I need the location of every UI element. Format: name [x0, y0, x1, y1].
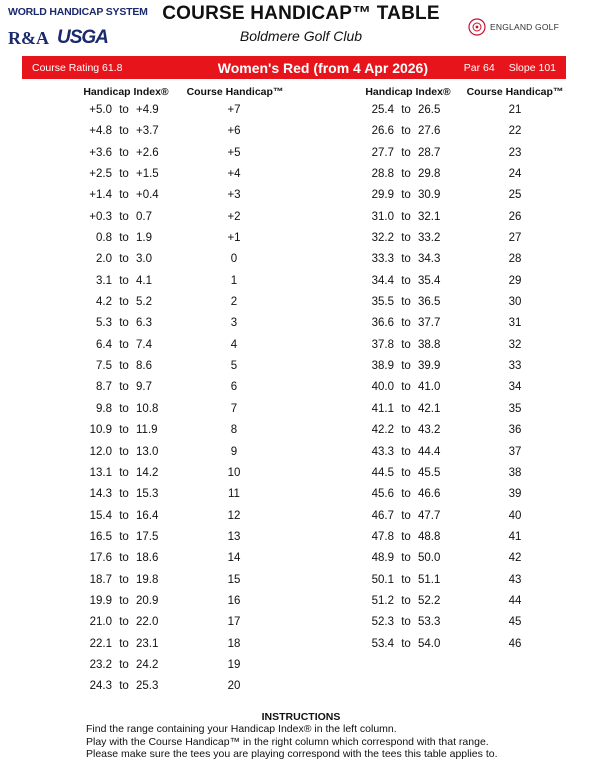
table-row: [0, 676, 300, 697]
index-low: 28.8: [371, 168, 394, 181]
range-separator: to: [401, 189, 411, 202]
table-row: [300, 377, 602, 398]
index-low: 51.2: [371, 594, 394, 607]
left-table: [0, 100, 300, 698]
course-handicap: +2: [227, 210, 241, 223]
table-row: [0, 249, 300, 270]
index-low: 34.4: [371, 274, 394, 287]
index-low: 9.8: [96, 402, 112, 415]
table-row: [300, 249, 602, 270]
table-row: [0, 506, 300, 527]
slope-value: Slope 101: [508, 61, 556, 74]
index-high: 41.0: [418, 381, 441, 394]
table-row: [300, 612, 602, 633]
table-row: [300, 506, 602, 527]
range-separator: to: [401, 424, 411, 437]
table-row: [0, 484, 300, 505]
course-handicap: 30: [508, 296, 522, 309]
index-high: 16.4: [136, 509, 159, 522]
range-separator: to: [119, 104, 129, 116]
index-low: 2.0: [96, 253, 112, 266]
range-separator: to: [119, 530, 129, 543]
table-row: [0, 655, 300, 676]
index-high: 24.2: [136, 658, 159, 671]
index-low: 21.0: [89, 616, 112, 629]
range-separator: to: [401, 552, 411, 565]
index-low: 7.5: [96, 360, 112, 373]
range-separator: to: [119, 552, 129, 565]
range-separator: to: [401, 488, 411, 501]
course-handicap: 10: [227, 466, 241, 479]
index-low: +2.5: [89, 168, 112, 181]
range-separator: to: [401, 637, 411, 650]
range-separator: to: [119, 253, 129, 266]
course-handicap: 8: [230, 424, 238, 437]
index-low: 25.4: [371, 104, 394, 116]
index-high: 27.6: [418, 125, 441, 138]
range-separator: to: [401, 616, 411, 629]
table-row: [300, 399, 602, 420]
instruction-line-2: Play with the Course Handicap™ in the right column which correspond with that range.: [86, 735, 489, 748]
index-low: 31.0: [371, 210, 394, 223]
table-row: [0, 420, 300, 441]
table-row: [300, 634, 602, 655]
index-high: 51.1: [418, 573, 441, 586]
index-low: 37.8: [371, 338, 394, 351]
range-separator: to: [401, 509, 411, 522]
index-low: 48.9: [371, 552, 394, 565]
course-handicap: 28: [508, 253, 522, 266]
table-row: [0, 442, 300, 463]
range-separator: to: [119, 658, 129, 671]
index-high: 54.0: [418, 637, 441, 650]
index-high: 45.5: [418, 466, 441, 479]
course-handicap: +5: [227, 146, 241, 159]
index-high: 30.9: [418, 189, 441, 202]
index-low: 23.2: [89, 658, 112, 671]
usga-logo: USGA: [57, 27, 108, 48]
range-separator: to: [119, 210, 129, 223]
index-low: 12.0: [89, 445, 112, 458]
index-low: 41.1: [371, 402, 394, 415]
table-row: [0, 527, 300, 548]
index-high: +0.4: [136, 189, 159, 202]
course-handicap: 29: [508, 274, 522, 287]
index-low: 27.7: [371, 146, 394, 159]
index-high: 26.5: [418, 104, 441, 116]
index-low: +1.4: [89, 189, 112, 202]
england-golf-text: ENGLAND GOLF: [490, 22, 559, 32]
index-high: 23.1: [136, 637, 159, 650]
table-row: [300, 185, 602, 206]
range-separator: to: [401, 338, 411, 351]
index-high: 47.7: [418, 509, 441, 522]
table-row: [300, 570, 602, 591]
range-separator: to: [401, 466, 411, 479]
range-separator: to: [401, 104, 411, 116]
range-separator: to: [401, 210, 411, 223]
table-row: [0, 164, 300, 185]
index-low: 26.6: [371, 125, 394, 138]
table-row: [0, 612, 300, 633]
index-low: 44.5: [371, 466, 394, 479]
course-handicap: 18: [227, 637, 241, 650]
course-handicap: 31: [508, 317, 522, 330]
index-low: 52.3: [371, 616, 394, 629]
index-low: 22.1: [89, 637, 112, 650]
range-separator: to: [401, 381, 411, 394]
index-high: 7.4: [136, 338, 152, 351]
index-low: +4.8: [89, 125, 112, 138]
range-separator: to: [119, 573, 129, 586]
range-separator: to: [401, 253, 411, 266]
course-handicap: 5: [230, 360, 238, 373]
index-low: 33.3: [371, 253, 394, 266]
course-handicap: 37: [508, 445, 522, 458]
index-low: 16.5: [89, 530, 112, 543]
index-low: 42.2: [371, 424, 394, 437]
tee-banner: [22, 56, 566, 79]
course-handicap: 2: [230, 296, 238, 309]
course-handicap: 25: [508, 189, 522, 202]
index-low: 18.7: [89, 573, 112, 586]
table-row: [300, 420, 602, 441]
index-high: 52.2: [418, 594, 441, 607]
course-handicap: 33: [508, 360, 522, 373]
course-handicap: 21: [508, 104, 522, 116]
table-row: [300, 442, 602, 463]
index-high: 25.3: [136, 680, 159, 693]
index-high: +4.9: [136, 104, 159, 116]
course-handicap: 36: [508, 424, 522, 437]
index-low: 8.7: [96, 381, 112, 394]
index-high: 18.6: [136, 552, 159, 565]
index-high: 10.8: [136, 402, 159, 415]
table-row: [300, 228, 602, 249]
index-low: 10.9: [89, 424, 112, 437]
table-row: [0, 463, 300, 484]
par-value: Par 64: [463, 61, 495, 74]
range-separator: to: [119, 402, 129, 415]
range-separator: to: [119, 189, 129, 202]
course-handicap: 16: [227, 594, 241, 607]
index-low: 35.5: [371, 296, 394, 309]
index-high: 3.0: [136, 253, 152, 266]
range-separator: to: [119, 637, 129, 650]
course-handicap: 41: [508, 530, 522, 543]
table-row: [300, 484, 602, 505]
course-handicap: +1: [227, 232, 241, 245]
range-separator: to: [401, 573, 411, 586]
index-low: 6.4: [96, 338, 112, 351]
course-handicap: 42: [508, 552, 522, 565]
index-low: 29.9: [371, 189, 394, 202]
index-low: 45.6: [371, 488, 394, 501]
page-title: COURSE HANDICAP™ TABLE: [162, 3, 440, 24]
left-course-header: Course Handicap™: [186, 86, 284, 98]
index-low: 38.9: [371, 360, 394, 373]
index-high: 42.1: [418, 402, 441, 415]
table-row: [0, 292, 300, 313]
club-name: Boldmere Golf Club: [239, 28, 363, 44]
index-high: 15.3: [136, 488, 159, 501]
index-high: 9.7: [136, 381, 152, 394]
range-separator: to: [401, 296, 411, 309]
range-separator: to: [401, 125, 411, 138]
index-high: 46.6: [418, 488, 441, 501]
course-handicap: 9: [230, 445, 238, 458]
index-low: +0.3: [89, 210, 112, 223]
course-handicap: +6: [227, 125, 241, 138]
course-handicap: 34: [508, 381, 522, 394]
index-high: 37.7: [418, 317, 441, 330]
table-row: [0, 143, 300, 164]
course-handicap: 46: [508, 637, 522, 650]
index-low: 47.8: [371, 530, 394, 543]
range-separator: to: [401, 146, 411, 159]
course-handicap: 23: [508, 146, 522, 159]
course-handicap: 11: [228, 488, 240, 501]
range-separator: to: [119, 466, 129, 479]
index-high: 11.9: [136, 424, 158, 437]
index-high: 6.3: [136, 317, 152, 330]
index-low: 0.8: [96, 232, 112, 245]
index-high: +2.6: [136, 146, 159, 159]
index-high: 4.1: [136, 274, 152, 287]
course-handicap: 32: [508, 338, 522, 351]
index-low: 50.1: [371, 573, 394, 586]
index-low: 13.1: [89, 466, 112, 479]
course-handicap: +7: [227, 104, 241, 116]
table-row: [300, 143, 602, 164]
index-high: 13.0: [136, 445, 159, 458]
range-separator: to: [401, 274, 411, 287]
range-separator: to: [119, 146, 129, 159]
table-row: [0, 548, 300, 569]
right-course-header: Course Handicap™: [466, 86, 564, 98]
range-separator: to: [119, 381, 129, 394]
table-row: [300, 335, 602, 356]
index-low: 19.9: [89, 594, 112, 607]
index-high: 17.5: [136, 530, 159, 543]
range-separator: to: [119, 296, 129, 309]
tee-name: Women's Red (from 4 Apr 2026): [217, 59, 429, 76]
right-index-header: Handicap Index®: [365, 86, 451, 98]
index-high: 53.3: [418, 616, 441, 629]
course-handicap: 7: [230, 402, 238, 415]
range-separator: to: [401, 402, 411, 415]
course-handicap: 19: [227, 658, 241, 671]
right-table: [300, 100, 602, 655]
table-row: [0, 634, 300, 655]
course-handicap: 45: [508, 616, 522, 629]
range-separator: to: [119, 274, 129, 287]
left-index-header: Handicap Index®: [83, 86, 169, 98]
range-separator: to: [401, 317, 411, 330]
index-low: 36.6: [371, 317, 394, 330]
range-separator: to: [119, 168, 129, 181]
table-row: [0, 591, 300, 612]
rna-logo: R&A: [8, 27, 49, 48]
index-low: 24.3: [89, 680, 112, 693]
table-row: [0, 185, 300, 206]
rose-icon: [468, 18, 486, 36]
index-high: 48.8: [418, 530, 441, 543]
table-row: [300, 164, 602, 185]
index-low: 53.4: [371, 637, 394, 650]
table-row: [0, 399, 300, 420]
range-separator: to: [119, 509, 129, 522]
course-handicap: 13: [227, 530, 241, 543]
index-low: 46.7: [371, 509, 394, 522]
index-high: 14.2: [136, 466, 159, 479]
index-high: 43.2: [418, 424, 441, 437]
course-handicap: 44: [508, 594, 522, 607]
index-low: 14.3: [89, 488, 112, 501]
instructions-title: INSTRUCTIONS: [261, 711, 341, 723]
course-handicap: 39: [508, 488, 522, 501]
index-low: 40.0: [371, 381, 394, 394]
index-high: 8.6: [136, 360, 152, 373]
course-handicap: 15: [227, 573, 241, 586]
instructions: [0, 711, 602, 761]
whs-logo-text: WORLD HANDICAP SYSTEM: [8, 6, 148, 18]
index-high: 44.4: [418, 445, 441, 458]
course-handicap: 38: [508, 466, 522, 479]
range-separator: to: [401, 530, 411, 543]
course-handicap: 26: [508, 210, 522, 223]
range-separator: to: [119, 424, 129, 437]
index-low: 43.3: [371, 445, 394, 458]
table-row: [0, 100, 300, 121]
table-row: [0, 207, 300, 228]
table-row: [0, 121, 300, 142]
table-row: [0, 377, 300, 398]
course-handicap: 40: [508, 509, 522, 522]
range-separator: to: [119, 680, 129, 693]
course-handicap: 1: [230, 274, 238, 287]
course-handicap: 24: [508, 168, 522, 181]
range-separator: to: [119, 317, 129, 330]
range-separator: to: [119, 445, 129, 458]
course-handicap: 4: [230, 338, 238, 351]
index-high: +1.5: [136, 168, 159, 181]
table-row: [300, 591, 602, 612]
index-low: 5.3: [96, 317, 112, 330]
range-separator: to: [119, 360, 129, 373]
course-handicap: 43: [508, 573, 522, 586]
course-handicap: 20: [227, 680, 241, 693]
course-handicap: 0: [230, 253, 238, 266]
index-high: 19.8: [136, 573, 159, 586]
table-row: [0, 271, 300, 292]
table-row: [0, 356, 300, 377]
index-high: 34.3: [418, 253, 441, 266]
index-high: 32.1: [418, 210, 441, 223]
course-handicap: 22: [508, 125, 522, 138]
index-high: 22.0: [136, 616, 159, 629]
index-high: 38.8: [418, 338, 441, 351]
range-separator: to: [119, 125, 129, 138]
index-low: 32.2: [371, 232, 394, 245]
index-high: 0.7: [136, 210, 152, 223]
table-row: [300, 121, 602, 142]
table-row: [300, 271, 602, 292]
range-separator: to: [119, 338, 129, 351]
instruction-line-1: Find the range containing your Handicap Index® in the left column.: [86, 723, 397, 735]
course-handicap: 27: [508, 232, 522, 245]
index-high: +3.7: [136, 125, 159, 138]
course-handicap: 14: [227, 552, 241, 565]
table-row: [300, 313, 602, 334]
course-handicap: 17: [227, 616, 241, 629]
index-high: 35.4: [418, 274, 441, 287]
course-handicap: +3: [227, 189, 241, 202]
range-separator: to: [119, 232, 129, 245]
range-separator: to: [119, 616, 129, 629]
range-separator: to: [401, 232, 411, 245]
index-low: 15.4: [89, 509, 112, 522]
table-row: [0, 335, 300, 356]
course-handicap: 12: [227, 509, 241, 522]
range-separator: to: [119, 488, 129, 501]
course-handicap: +4: [227, 168, 241, 181]
index-high: 29.8: [418, 168, 441, 181]
table-row: [0, 313, 300, 334]
index-low: 17.6: [89, 552, 112, 565]
range-separator: to: [401, 360, 411, 373]
range-separator: to: [401, 445, 411, 458]
course-handicap: 35: [508, 402, 522, 415]
table-row: [300, 548, 602, 569]
table-row: [300, 527, 602, 548]
course-handicap: 3: [230, 317, 238, 330]
index-high: 39.9: [418, 360, 441, 373]
index-high: 5.2: [136, 296, 152, 309]
index-high: 28.7: [418, 146, 441, 159]
index-high: 36.5: [418, 296, 441, 309]
index-low: 4.2: [96, 296, 112, 309]
table-row: [300, 292, 602, 313]
range-separator: to: [401, 168, 411, 181]
table-row: [300, 100, 602, 121]
range-separator: to: [119, 594, 129, 607]
index-high: 20.9: [136, 594, 159, 607]
index-high: 33.2: [418, 232, 441, 245]
instruction-line-3: Please make sure the tees you are playing correspond with the tees this table applies to.: [86, 748, 498, 760]
table-row: [300, 463, 602, 484]
index-high: 50.0: [418, 552, 441, 565]
england-golf-logo: [468, 18, 559, 36]
table-row: [300, 207, 602, 228]
table-row: [300, 356, 602, 377]
table-row: [0, 228, 300, 249]
index-low: 3.1: [96, 274, 112, 287]
index-low: +5.0: [89, 104, 112, 116]
index-low: +3.6: [89, 146, 112, 159]
course-rating: Course Rating 61.8: [32, 61, 123, 74]
range-separator: to: [401, 594, 411, 607]
table-row: [0, 570, 300, 591]
index-high: 1.9: [136, 232, 152, 245]
course-handicap: 6: [230, 381, 238, 394]
